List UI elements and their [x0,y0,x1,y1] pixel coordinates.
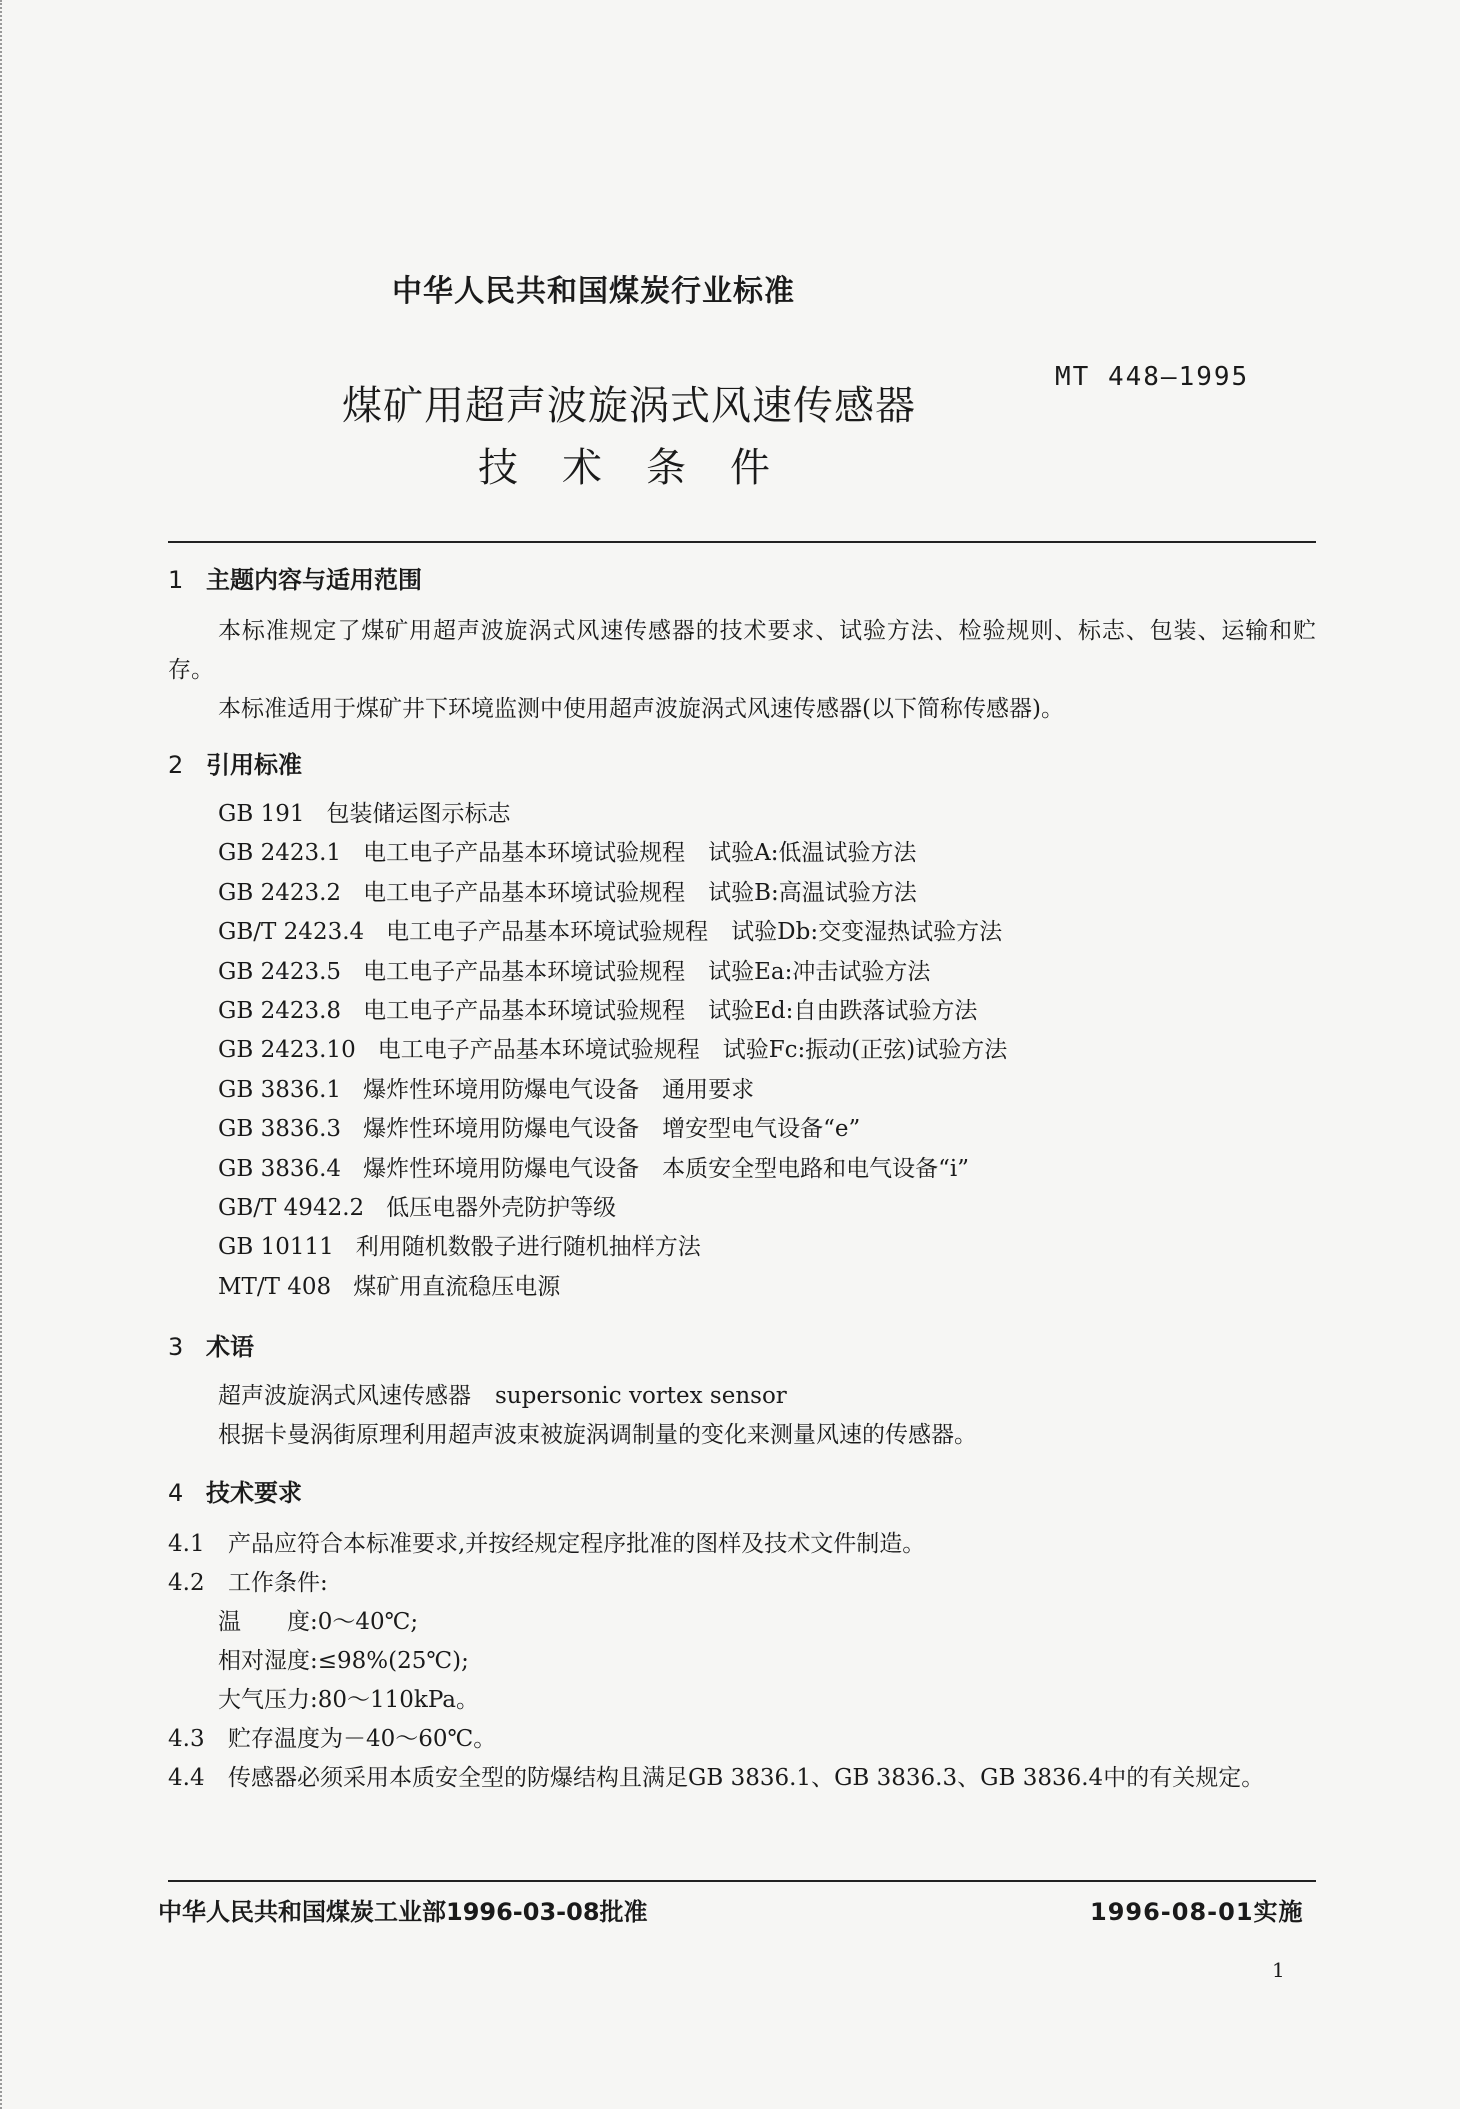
approval-line: 中华人民共和国煤炭工业部1996-03-08批准 [158,1898,648,1926]
header-divider [168,541,1316,543]
reference-item: GB 2423.1 电工电子产品基本环境试验规程 试验A:低温试验方法 [218,840,917,867]
term-chinese: 超声波旋涡式风速传感器 [218,1383,471,1410]
clause-4-3: 4.3 贮存温度为－40～60℃。 [168,1726,497,1753]
reference-item: GB 2423.2 电工电子产品基本环境试验规程 试验B:高温试验方法 [218,879,917,906]
reference-item: GB 3836.4 爆炸性环境用防爆电气设备 本质安全型电路和电气设备“i” [218,1155,969,1182]
scan-edge-line [0,0,8,2109]
section-heading-2: 2 引用标准 [168,751,302,779]
clause-4-1: 4.1 产品应符合本标准要求,并按经规定程序批准的图样及技术文件制造。 [168,1531,926,1558]
condition-humidity: 相对湿度:≤98%(25℃); [218,1648,469,1675]
standard-number: MT 448—1995 [1055,362,1250,392]
reference-item: GB 2423.8 电工电子产品基本环境试验规程 试验Ed:自由跌落试验方法 [218,998,978,1025]
paragraph: 本标准适用于煤矿井下环境监测中使用超声波旋涡式风速传感器(以下简称传感器)。 [218,696,1064,722]
clause-4-4: 4.4 传感器必须采用本质安全型的防爆结构且满足GB 3836.1、GB 3836.3、GB 3836.4中的有关规定。 [168,1765,1265,1792]
section-heading-1: 1 主题内容与适用范围 [168,566,422,594]
footer-divider [168,1880,1316,1882]
document-body [168,560,1316,1798]
effective-date: 1996-08-01实施 [1090,1898,1304,1926]
reference-item: MT/T 408 煤矿用直流稳压电源 [218,1273,561,1300]
condition-pressure: 大气压力:80～110kPa。 [218,1687,480,1714]
reference-item: GB 3836.3 爆炸性环境用防爆电气设备 增安型电气设备“e” [218,1116,861,1143]
document-subtitle: 技术条件 [478,445,814,491]
paragraph: 本标准规定了煤矿用超声波旋涡式风速传感器的技术要求、试验方法、检验规则、标志、包装、运输和贮存。 [168,618,1316,683]
reference-item: GB 2423.10 电工电子产品基本环境试验规程 试验Fc:振动(正弦)试验方法 [218,1037,1008,1064]
condition-temperature: 温 度:0～40℃; [218,1609,419,1636]
reference-item: GB 191 包装储运图示标志 [218,801,511,827]
term-entry [218,1377,1316,1455]
term-english: supersonic vortex sensor [495,1383,787,1410]
document-title: 煤矿用超声波旋涡式风速传感器 [342,383,916,429]
reference-item: GB 10111 利用随机数骰子进行随机抽样方法 [218,1234,701,1261]
reference-item: GB 3836.1 爆炸性环境用防爆电气设备 通用要求 [218,1076,755,1103]
section-heading-3: 3 术语 [168,1333,254,1362]
reference-list [218,795,1316,1307]
page-number: 1 [1272,1958,1285,1982]
reference-item: GB/T 4942.2 低压电器外壳防护等级 [218,1195,617,1222]
reference-item: GB 2423.5 电工电子产品基本环境试验规程 试验Ea:冲击试验方法 [218,958,931,985]
reference-item: GB/T 2423.4 电工电子产品基本环境试验规程 试验Db:交变湿热试验方法 [218,919,1003,946]
term-definition: 根据卡曼涡街原理利用超声波束被旋涡调制量的变化来测量风速的传感器。 [218,1422,977,1449]
clause-4-2: 4.2 工作条件: [168,1570,328,1597]
section-heading-4: 4 技术要求 [168,1479,302,1508]
issuing-body-heading: 中华人民共和国煤炭行业标准 [392,274,795,309]
